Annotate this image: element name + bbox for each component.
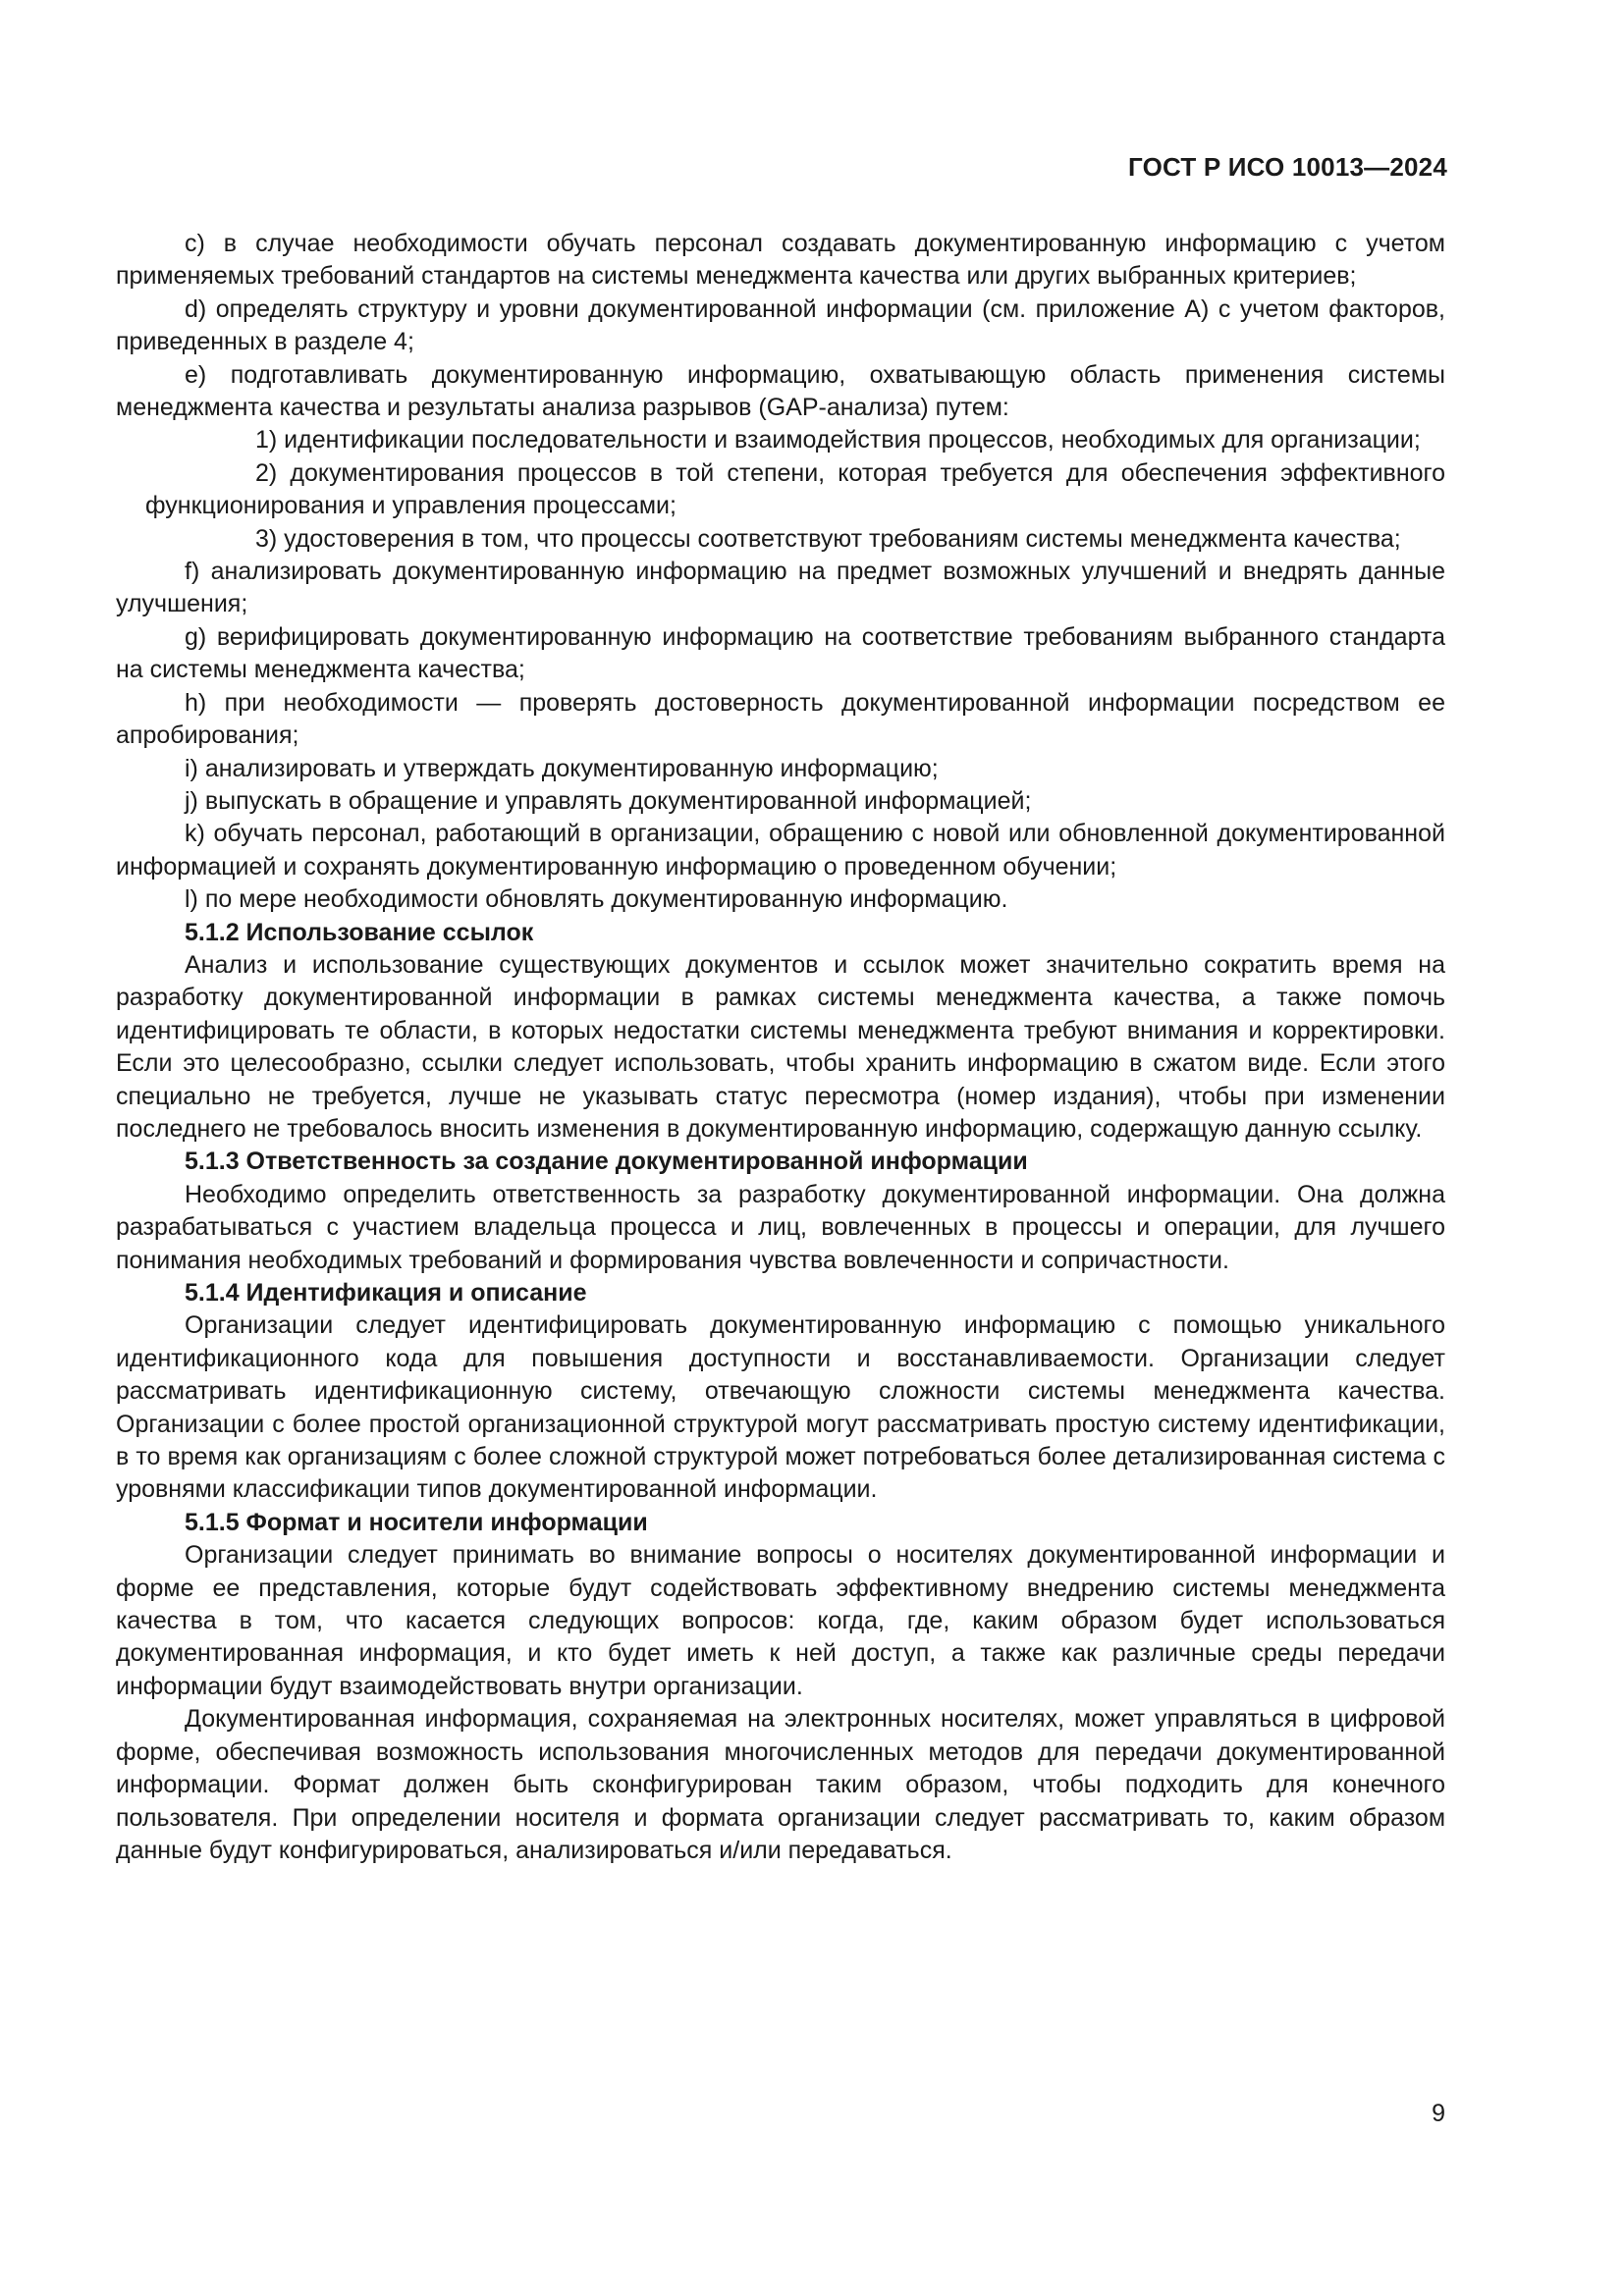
document-body — [116, 228, 1445, 1867]
document-standard-header: ГОСТ Р ИСО 10013—2024 — [1127, 152, 1447, 182]
section-5-1-5-paragraph-1: Организации следует принимать во внимание вопросы о носителях документированной информации и форме ее представления, которые будут содействовать эффективному внедрению системы менеджмента качества в том, что касается следующих вопросов: когда, где, каким образом будет использоваться документированная информация, и кто будет иметь к ней доступ, а также как различные среды передачи информации будут взаимодействовать внутри организации. — [116, 1541, 1445, 1700]
section-5-1-5-paragraph-2: Документированная информация, сохраняемая на электронных носителях, может управляться в цифровой форме, обеспечивая возможность использования многочисленных методов для передачи документированной информации. Формат должен быть сконфигурирован таким образом, чтобы подходить для конечного пользователя. При определении носителя и формата организации следует рассматривать то, каким образом данные будут конфигурироваться, анализироваться и/или передаваться. — [116, 1705, 1445, 1864]
sub-item-3: 3) удостоверения в том, что процессы соответствуют требованиям системы менеджмента качества; — [255, 524, 1401, 553]
sub-item-2: 2) документирования процессов в той степени, которая требуется для обеспечения эффективного функционирования и управления процессами; — [145, 458, 1445, 520]
list-item-g: g) верифицировать документированную информацию на соответствие требованиям выбранного стандарта на системы менеджмента качества; — [116, 622, 1445, 684]
section-heading-5-1-4: 5.1.4 Идентификация и описание — [185, 1279, 587, 1307]
sub-item-1: 1) идентификации последовательности и взаимодействия процессов, необходимых для организации; — [255, 426, 1421, 454]
list-item-i: i) анализировать и утверждать документированную информацию; — [185, 754, 939, 782]
section-heading-5-1-5: 5.1.5 Формат и носители информации — [185, 1508, 648, 1536]
section-5-1-2-paragraph: Анализ и использование существующих документов и ссылок может значительно сократить время на разработку документированной информации в рамках системы менеджмента качества, а также помочь идентифицировать те области, в которых недостатки системы менеджмента требуют внимания и корректировки. Если это целесообразно, ссылки следует использовать, чтобы хранить информацию в сжатом виде. Если этого специально не требуется, лучше не указывать статус пересмотра (номер издания), чтобы при изменении последнего не требовалось вносить изменения в документированную информацию, содержащую данную ссылку. — [116, 950, 1445, 1143]
list-item-d: d) определять структуру и уровни документированной информации (см. приложение A) с учетом факторов, приведенных в разделе 4; — [116, 294, 1445, 356]
page-number: 9 — [1432, 2100, 1445, 2127]
list-item-j: j) выпускать в обращение и управлять документированной информацией; — [185, 786, 1032, 815]
list-item-k: k) обучать персонал, работающий в организации, обращению с новой или обновленной документированной информацией и сохранять документированную информацию о проведенном обучении; — [116, 820, 1445, 881]
section-5-1-3-paragraph: Необходимо определить ответственность за разработку документированной информации. Она должна разрабатываться с участием владельца процесса и лиц, вовлеченных в процессы и операции, для лучшего понимания необходимых требований и формирования чувства вовлеченности и сопричастности. — [116, 1180, 1445, 1274]
list-item-l: l) по мере необходимости обновлять документированную информацию. — [185, 885, 1008, 914]
section-heading-5-1-3: 5.1.3 Ответственность за создание документированной информации — [185, 1148, 1028, 1176]
list-item-c: c) в случае необходимости обучать персонал создавать документированную информацию с учетом применяемых требований стандартов на системы менеджмента качества или других выбранных критериев; — [116, 230, 1445, 291]
section-5-1-4-paragraph: Организации следует идентифицировать документированную информацию с помощью уникального идентификационного кода для повышения доступности и восстанавливаемости. Организации следует рассматривать идентификационную систему, отвечающую сложности системы менеджмента качества. Организации с более простой организационной структурой могут рассматривать простую систему идентификации, в то время как организациям с более сложной структурой может потребоваться более детализированная система с уровнями классификации типов документированной информации. — [116, 1311, 1445, 1504]
list-item-f: f) анализировать документированную информацию на предмет возможных улучшений и внедрять данные улучшения; — [116, 558, 1445, 618]
section-heading-5-1-2: 5.1.2 Использование ссылок — [185, 918, 534, 946]
list-item-e: e) подготавливать документированную информацию, охватывающую область применения системы менеджмента качества и результаты анализа разрывов (GAP-анализа) путем: — [116, 360, 1445, 422]
list-item-h: h) при необходимости — проверять достоверность документированной информации посредством ее апробирования; — [116, 688, 1445, 750]
